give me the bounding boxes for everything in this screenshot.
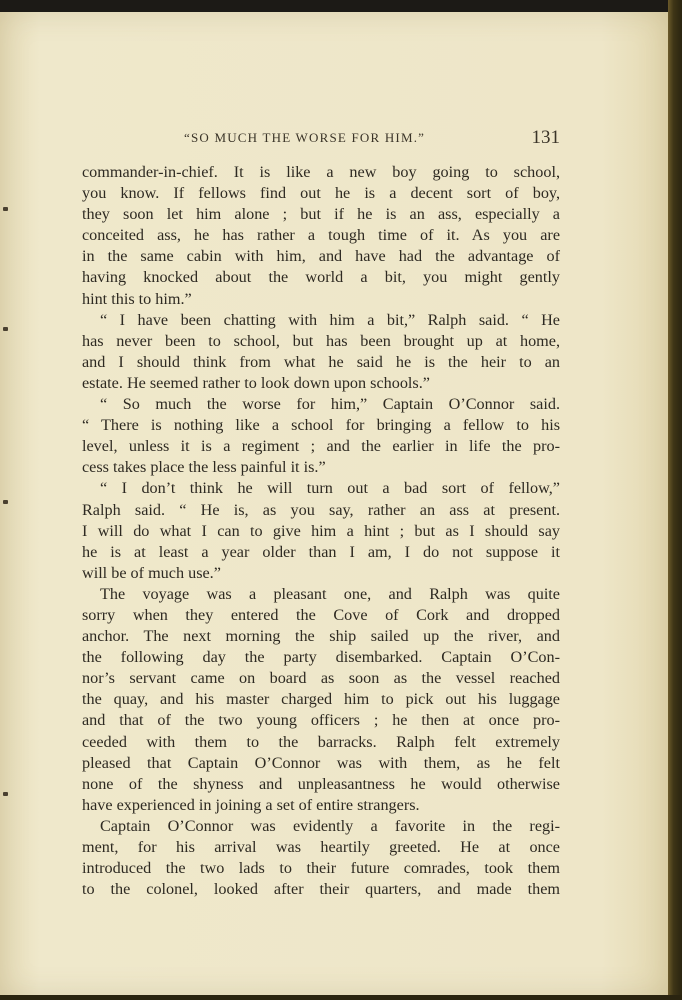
text-line: the quay, and his master charged him to pick out his luggage <box>82 690 560 709</box>
text-line: nor’s servant came on board as soon as the vessel reached <box>82 669 560 688</box>
text-line: and I should think from what he said he is the heir to an <box>82 352 560 371</box>
text-line: and that of the two young officers ; he then at once pro- <box>82 711 560 730</box>
margin-mark <box>3 207 8 211</box>
text-line: the following day the party disembarked. Captain O’Con- <box>82 648 560 667</box>
text-line: they soon let him alone ; but if he is an ass, especially a <box>82 205 560 224</box>
text-line: “ So much the worse for him,” Captain O’Connor said. <box>100 395 560 414</box>
book-edge <box>0 995 682 1000</box>
text-line: commander-in-chief. It is like a new boy going to school, <box>82 163 560 181</box>
text-line: level, unless it is a regiment ; and the earlier in life the pro- <box>82 437 560 456</box>
text-line: sorry when they entered the Cove of Cork and dropped <box>82 605 560 624</box>
text-line: you know. If fellows find out he is a decent sort of boy, <box>82 184 560 203</box>
book-page <box>0 12 668 996</box>
text-line: has never been to school, but has been brought up at home, <box>82 331 560 350</box>
text-line: ceeded with them to the barracks. Ralph felt extremely <box>82 732 560 751</box>
text-line: estate. He seemed rather to look down upon schools.” <box>82 373 430 392</box>
text-line: having knocked about the world a bit, you might gently <box>82 268 560 287</box>
text-line: Ralph said. “ He is, as you say, rather an ass at present. <box>82 500 560 519</box>
page-number: 131 <box>531 127 560 148</box>
margin-mark <box>3 327 8 331</box>
running-title: “SO MUCH THE WORSE FOR HIM.” <box>184 130 426 145</box>
text-line: ment, for his arrival was heartily greeted. He at once <box>82 838 560 856</box>
text-line: “ I have been chatting with him a bit,” Ralph said. “ He <box>100 310 560 329</box>
text-line: Captain O’Connor was evidently a favorite in the regi- <box>100 816 560 835</box>
text-line: The voyage was a pleasant one, and Ralph was quite <box>100 584 560 603</box>
text-line: cess takes place the less painful it is.” <box>82 458 326 477</box>
body-text <box>82 162 560 900</box>
text-line: have experienced in joining a set of entire strangers. <box>82 795 420 814</box>
text-line: in the same cabin with him, and have had the advantage of <box>82 247 560 266</box>
text-line: will be of much use.” <box>82 563 221 582</box>
book-edge <box>668 0 682 1000</box>
text-line: hint this to him.” <box>82 289 192 308</box>
text-line: “ I don’t think he will turn out a bad sort of fellow,” <box>100 479 560 498</box>
text-line: to the colonel, looked after their quarters, and made them <box>82 880 560 899</box>
text-line: he is at least a year older than I am, I do not suppose it <box>82 542 560 561</box>
text-line: conceited ass, he has rather a tough time of it. As you are <box>82 226 560 245</box>
page-header <box>82 127 560 151</box>
margin-mark <box>3 500 8 504</box>
text-line: introduced the two lads to their future comrades, took them <box>82 859 560 878</box>
text-line: I will do what I can to give him a hint ; but as I should say <box>82 521 560 540</box>
text-line: none of the shyness and unpleasantness he would otherwise <box>82 774 560 793</box>
text-line: anchor. The next morning the ship sailed up the river, and <box>82 627 560 646</box>
text-line: “ There is nothing like a school for bringing a fellow to his <box>82 416 560 435</box>
text-line: pleased that Captain O’Connor was with them, as he felt <box>82 753 560 772</box>
margin-mark <box>3 792 8 796</box>
